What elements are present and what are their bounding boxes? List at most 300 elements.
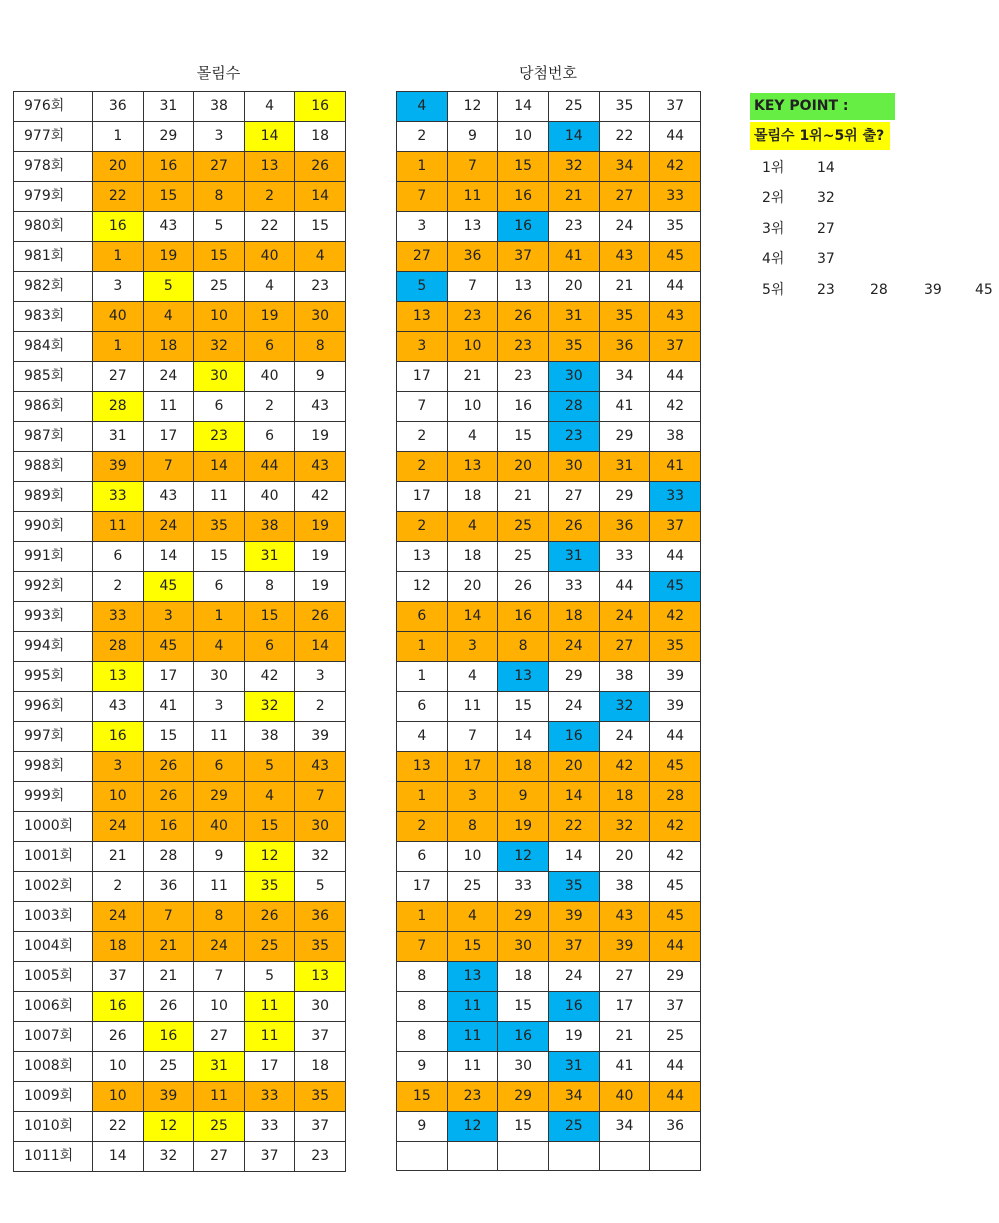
clustered-numbers-table: [13, 91, 346, 1172]
winning-number-cell: 14: [498, 722, 549, 752]
winning-number-cell: 24: [599, 212, 650, 242]
winning-number-cell: 28: [548, 392, 599, 422]
cluster-number-cell: 11: [194, 872, 245, 902]
cluster-number-cell: 15: [194, 242, 245, 272]
cluster-number-cell: 26: [295, 602, 346, 632]
winning-number-cell: 27: [548, 482, 599, 512]
round-cell: 993회: [14, 602, 93, 632]
winning-number-cell: 3: [397, 332, 448, 362]
cluster-number-cell: 26: [143, 782, 194, 812]
winning-number-cell: 9: [397, 1112, 448, 1142]
cluster-number-cell: 6: [194, 572, 245, 602]
cluster-number-cell: 1: [93, 332, 144, 362]
cluster-number-cell: 37: [295, 1022, 346, 1052]
table-row: [397, 542, 701, 572]
winning-number-cell: 8: [397, 1022, 448, 1052]
winning-number-cell: 15: [498, 422, 549, 452]
winning-number-cell: 44: [650, 1052, 701, 1082]
round-cell: 991회: [14, 542, 93, 572]
cluster-number-cell: 1: [93, 122, 144, 152]
cluster-number-cell: 2: [244, 392, 295, 422]
table-row: [397, 632, 701, 662]
winning-number-cell: 20: [548, 272, 599, 302]
cluster-number-cell: 29: [194, 782, 245, 812]
cluster-number-cell: 15: [295, 212, 346, 242]
winning-number-cell: 13: [498, 272, 549, 302]
winning-number-cell: 36: [650, 1112, 701, 1142]
winning-number-cell: 9: [397, 1052, 448, 1082]
winning-number-cell: 27: [599, 182, 650, 212]
table-row: [14, 632, 346, 662]
winning-number-cell: 37: [650, 992, 701, 1022]
rank-value: 39: [924, 281, 942, 298]
key-point-title: KEY POINT :: [750, 93, 895, 120]
cluster-number-cell: 43: [143, 212, 194, 242]
winning-number-cell: 30: [498, 1052, 549, 1082]
rank-value: 28: [870, 281, 888, 298]
winning-number-cell: 13: [397, 752, 448, 782]
winning-number-cell: 44: [599, 572, 650, 602]
cluster-number-cell: 5: [244, 962, 295, 992]
winning-number-cell: 8: [397, 992, 448, 1022]
table-row: [14, 1082, 346, 1112]
winning-number-cell: 17: [397, 362, 448, 392]
winning-number-cell: 25: [447, 872, 498, 902]
round-cell: 994회: [14, 632, 93, 662]
winning-number-cell: 44: [650, 272, 701, 302]
winning-number-cell: 6: [397, 602, 448, 632]
winning-number-cell: 1: [397, 632, 448, 662]
table-row: [14, 572, 346, 602]
round-cell: 998회: [14, 752, 93, 782]
table-row: [397, 272, 701, 302]
winning-number-cell: 35: [548, 332, 599, 362]
winning-number-cell: 34: [548, 1082, 599, 1112]
winning-number-cell: 8: [498, 632, 549, 662]
winning-number-cell: 25: [650, 1022, 701, 1052]
winning-number-cell: 29: [650, 962, 701, 992]
winning-number-cell: 1: [397, 902, 448, 932]
cluster-number-cell: 35: [295, 1082, 346, 1112]
cluster-number-cell: 15: [143, 722, 194, 752]
winning-number-cell: 8: [397, 962, 448, 992]
winning-number-cell: 30: [498, 932, 549, 962]
table-row: [397, 572, 701, 602]
winning-number-cell: 12: [498, 842, 549, 872]
cluster-number-cell: 8: [244, 572, 295, 602]
table-row: [397, 722, 701, 752]
winning-number-cell: 16: [498, 182, 549, 212]
table-row: [14, 962, 346, 992]
cluster-number-cell: 24: [143, 512, 194, 542]
winning-number-cell: 12: [447, 92, 498, 122]
cluster-number-cell: 30: [295, 812, 346, 842]
cluster-number-cell: 40: [93, 302, 144, 332]
table-row: [14, 182, 346, 212]
round-cell: 996회: [14, 692, 93, 722]
table-row: [14, 842, 346, 872]
winning-number-cell: 15: [498, 992, 549, 1022]
cluster-number-cell: 4: [244, 92, 295, 122]
round-cell: 979회: [14, 182, 93, 212]
cluster-number-cell: 14: [295, 632, 346, 662]
cluster-number-cell: 11: [194, 722, 245, 752]
winning-number-cell: 36: [447, 242, 498, 272]
round-cell: 978회: [14, 152, 93, 182]
cluster-number-cell: 30: [194, 662, 245, 692]
cluster-number-cell: 3: [194, 122, 245, 152]
round-cell: 997회: [14, 722, 93, 752]
cluster-number-cell: 6: [244, 422, 295, 452]
round-cell: 986회: [14, 392, 93, 422]
table-row: [397, 1112, 701, 1142]
winning-number-cell: 42: [599, 752, 650, 782]
cluster-number-cell: 29: [143, 122, 194, 152]
cluster-number-cell: 32: [143, 1142, 194, 1172]
table-row: [397, 512, 701, 542]
winning-number-cell: 24: [548, 632, 599, 662]
table-row: [14, 692, 346, 722]
cluster-number-cell: 14: [295, 182, 346, 212]
cluster-number-cell: 23: [295, 272, 346, 302]
winning-number-cell: 15: [397, 1082, 448, 1112]
cluster-number-cell: 25: [194, 272, 245, 302]
cluster-number-cell: 22: [93, 1112, 144, 1142]
table-row: [397, 392, 701, 422]
winning-number-cell: 13: [498, 662, 549, 692]
winning-number-cell: 22: [548, 812, 599, 842]
winning-number-cell: 16: [548, 722, 599, 752]
table-row: [14, 152, 346, 182]
round-cell: 1009회: [14, 1082, 93, 1112]
cluster-number-cell: 4: [244, 782, 295, 812]
winning-number-cell: 24: [599, 722, 650, 752]
cluster-number-cell: 26: [143, 992, 194, 1022]
winning-number-cell: 33: [650, 182, 701, 212]
winning-number-cell: 18: [498, 962, 549, 992]
round-cell: 1001회: [14, 842, 93, 872]
cluster-number-cell: 6: [244, 332, 295, 362]
winning-number-cell: 16: [498, 212, 549, 242]
table-row: [397, 932, 701, 962]
cluster-number-cell: 16: [295, 92, 346, 122]
winning-number-cell: 44: [650, 1082, 701, 1112]
round-cell: 992회: [14, 572, 93, 602]
winning-number-cell: 15: [498, 1112, 549, 1142]
winning-number-cell: 43: [650, 302, 701, 332]
table-row: [14, 1052, 346, 1082]
winning-number-cell: 18: [447, 542, 498, 572]
winning-number-cell: 3: [397, 212, 448, 242]
cluster-number-cell: 19: [295, 542, 346, 572]
winning-number-cell: 42: [650, 812, 701, 842]
cluster-number-cell: 7: [143, 902, 194, 932]
cluster-number-cell: 36: [295, 902, 346, 932]
winning-number-cell: 23: [447, 1082, 498, 1112]
winning-number-cell: 26: [548, 512, 599, 542]
winning-number-cell: 44: [650, 932, 701, 962]
winning-number-cell: 18: [498, 752, 549, 782]
cluster-number-cell: 28: [93, 632, 144, 662]
cluster-number-cell: 14: [194, 452, 245, 482]
round-cell: 1005회: [14, 962, 93, 992]
winning-number-cell: 43: [599, 902, 650, 932]
cluster-number-cell: 5: [143, 272, 194, 302]
cluster-number-cell: 25: [143, 1052, 194, 1082]
winning-number-cell: 7: [447, 272, 498, 302]
table-row: [14, 422, 346, 452]
cluster-number-cell: 5: [194, 212, 245, 242]
cluster-number-cell: 14: [93, 1142, 144, 1172]
cluster-number-cell: 11: [194, 1082, 245, 1112]
round-cell: 1007회: [14, 1022, 93, 1052]
winning-number-cell: 25: [498, 512, 549, 542]
winning-number-cell: 19: [548, 1022, 599, 1052]
cluster-number-cell: 38: [244, 722, 295, 752]
winning-number-cell: 37: [650, 92, 701, 122]
rank-value: 37: [817, 251, 835, 268]
cluster-number-cell: 16: [93, 212, 144, 242]
cluster-number-cell: 18: [295, 122, 346, 152]
winning-number-cell: 27: [599, 962, 650, 992]
round-cell: 989회: [14, 482, 93, 512]
cluster-number-cell: 41: [143, 692, 194, 722]
cluster-number-cell: 2: [244, 182, 295, 212]
cluster-number-cell: 23: [194, 422, 245, 452]
table-row: [397, 422, 701, 452]
table-row: [397, 152, 701, 182]
winning-number-cell: 1: [397, 782, 448, 812]
cluster-number-cell: 21: [143, 962, 194, 992]
cluster-number-cell: 23: [295, 1142, 346, 1172]
table-row: [14, 362, 346, 392]
winning-number-cell: 24: [548, 962, 599, 992]
winning-number-cell: 15: [498, 692, 549, 722]
cluster-number-cell: 11: [194, 482, 245, 512]
winning-number-cell: 4: [447, 902, 498, 932]
table-row: [14, 332, 346, 362]
winning-number-cell: 45: [650, 572, 701, 602]
winning-number-cell: 11: [447, 992, 498, 1022]
table-row: [397, 212, 701, 242]
table-row: [14, 452, 346, 482]
cluster-number-cell: 19: [295, 572, 346, 602]
winning-number-cell: 3: [447, 632, 498, 662]
winning-number-cell: 17: [397, 482, 448, 512]
cluster-number-cell: 30: [295, 992, 346, 1022]
winning-number-cell: 10: [498, 122, 549, 152]
table-row: [14, 122, 346, 152]
winning-number-cell: 32: [599, 812, 650, 842]
cluster-number-cell: 18: [295, 1052, 346, 1082]
cluster-number-cell: 11: [93, 512, 144, 542]
cluster-number-cell: 18: [143, 332, 194, 362]
cluster-number-cell: 38: [244, 512, 295, 542]
winning-number-cell: 39: [650, 692, 701, 722]
winning-number-cell: 18: [447, 482, 498, 512]
rank-label: 2위: [762, 190, 785, 207]
winning-number-cell: 4: [397, 92, 448, 122]
cluster-number-cell: 33: [244, 1082, 295, 1112]
cluster-number-cell: 35: [194, 512, 245, 542]
cluster-number-cell: 38: [194, 92, 245, 122]
table-row: [14, 992, 346, 1022]
round-cell: 982회: [14, 272, 93, 302]
cluster-number-cell: 3: [143, 602, 194, 632]
rank-value: 14: [817, 160, 835, 176]
cluster-number-cell: 16: [93, 992, 144, 1022]
winning-number-cell: 42: [650, 602, 701, 632]
cluster-number-cell: 2: [295, 692, 346, 722]
winning-number-cell: 34: [599, 152, 650, 182]
cluster-number-cell: 15: [244, 602, 295, 632]
winning-number-cell: 21: [548, 182, 599, 212]
table-row: [14, 92, 346, 122]
winning-number-cell: 45: [650, 872, 701, 902]
winning-number-cell: 13: [447, 452, 498, 482]
cluster-number-cell: 32: [244, 692, 295, 722]
winning-number-cell: 29: [548, 662, 599, 692]
winning-number-cell: 16: [498, 1022, 549, 1052]
table-row: [14, 932, 346, 962]
winning-number-cell: 7: [397, 932, 448, 962]
winning-number-cell: 38: [599, 872, 650, 902]
winning-number-cell: 42: [650, 152, 701, 182]
winning-number-cell: 33: [599, 542, 650, 572]
winning-number-cell: 36: [599, 332, 650, 362]
cluster-number-cell: 27: [194, 1022, 245, 1052]
winning-number-cell: 11: [447, 692, 498, 722]
table-row: [397, 1022, 701, 1052]
cluster-number-cell: 4: [244, 272, 295, 302]
winning-number-cell: 20: [599, 842, 650, 872]
table-row: [397, 602, 701, 632]
winning-number-cell: 7: [447, 152, 498, 182]
winning-number-cell: 44: [650, 542, 701, 572]
cluster-number-cell: 15: [244, 812, 295, 842]
cluster-number-cell: 40: [194, 812, 245, 842]
table-row: [14, 212, 346, 242]
winning-number-cell: 44: [650, 362, 701, 392]
table-row: [397, 242, 701, 272]
winning-number-cell: 33: [498, 872, 549, 902]
winning-number-cell: 34: [599, 1112, 650, 1142]
cluster-number-cell: 33: [93, 482, 144, 512]
cluster-number-cell: 30: [295, 302, 346, 332]
cluster-number-cell: 25: [194, 1112, 245, 1142]
table-row: [397, 1052, 701, 1082]
cluster-number-cell: 30: [194, 362, 245, 392]
table-row: [397, 812, 701, 842]
round-cell: 1008회: [14, 1052, 93, 1082]
cluster-number-cell: 10: [194, 302, 245, 332]
winning-number-cell: 7: [397, 392, 448, 422]
right-table-title: 당첨번호: [519, 64, 577, 82]
winning-number-cell: 14: [548, 122, 599, 152]
table-row: [397, 692, 701, 722]
cluster-number-cell: 36: [143, 872, 194, 902]
cluster-number-cell: 20: [93, 152, 144, 182]
winning-number-cell: 18: [599, 782, 650, 812]
cluster-number-cell: 40: [244, 362, 295, 392]
winning-number-cell: 35: [650, 632, 701, 662]
winning-number-cell: 23: [447, 302, 498, 332]
winning-number-cell: 2: [397, 452, 448, 482]
winning-number-cell: 5: [397, 272, 448, 302]
cluster-number-cell: 43: [93, 692, 144, 722]
round-cell: 977회: [14, 122, 93, 152]
winning-number-cell: 14: [548, 782, 599, 812]
cluster-number-cell: 19: [143, 242, 194, 272]
table-row: [14, 602, 346, 632]
winning-number-cell: 12: [397, 572, 448, 602]
winning-number-cell: 31: [599, 452, 650, 482]
cluster-number-cell: 10: [93, 1082, 144, 1112]
winning-number-cell: 24: [599, 602, 650, 632]
winning-number-cell: 32: [548, 152, 599, 182]
cluster-number-cell: 39: [93, 452, 144, 482]
cluster-number-cell: 22: [93, 182, 144, 212]
table-row: [397, 752, 701, 782]
round-cell: 1002회: [14, 872, 93, 902]
cluster-number-cell: 26: [244, 902, 295, 932]
winning-number-cell: 17: [599, 992, 650, 1022]
winning-number-cell: 23: [548, 212, 599, 242]
round-cell: 1006회: [14, 992, 93, 1022]
cluster-number-cell: 32: [194, 332, 245, 362]
table-row: [397, 902, 701, 932]
winning-number-cell: 14: [447, 602, 498, 632]
cluster-number-cell: 31: [194, 1052, 245, 1082]
cluster-number-cell: 16: [143, 152, 194, 182]
table-row: [397, 122, 701, 152]
round-cell: 976회: [14, 92, 93, 122]
winning-number-cell: 39: [599, 932, 650, 962]
winning-number-cell: 27: [397, 242, 448, 272]
table-row: [397, 332, 701, 362]
cluster-number-cell: 17: [143, 422, 194, 452]
rank-label: 1위: [762, 160, 785, 176]
winning-number-cell: 10: [447, 392, 498, 422]
winning-number-cell: 21: [599, 1022, 650, 1052]
cluster-number-cell: 25: [244, 932, 295, 962]
table-row: [397, 962, 701, 992]
cluster-number-cell: 31: [143, 92, 194, 122]
cluster-number-cell: 16: [143, 1022, 194, 1052]
cluster-number-cell: 32: [295, 842, 346, 872]
cluster-number-cell: 33: [244, 1112, 295, 1142]
winning-number-cell: 26: [498, 302, 549, 332]
table-row: [14, 542, 346, 572]
cluster-number-cell: 43: [295, 392, 346, 422]
winning-number-cell: 29: [498, 902, 549, 932]
winning-number-cell: 19: [498, 812, 549, 842]
winning-number-cell: [650, 1142, 701, 1171]
table-row: [397, 992, 701, 1022]
cluster-number-cell: 11: [143, 392, 194, 422]
round-cell: 988회: [14, 452, 93, 482]
cluster-number-cell: 3: [93, 752, 144, 782]
winning-number-cell: 31: [548, 542, 599, 572]
winning-number-cell: 28: [650, 782, 701, 812]
winning-number-cell: 16: [548, 992, 599, 1022]
winning-number-cell: 45: [650, 902, 701, 932]
cluster-number-cell: 1: [93, 242, 144, 272]
winning-number-cell: 29: [599, 422, 650, 452]
cluster-number-cell: 15: [194, 542, 245, 572]
winning-number-cell: 23: [548, 422, 599, 452]
rank-label: 3위: [762, 220, 785, 237]
